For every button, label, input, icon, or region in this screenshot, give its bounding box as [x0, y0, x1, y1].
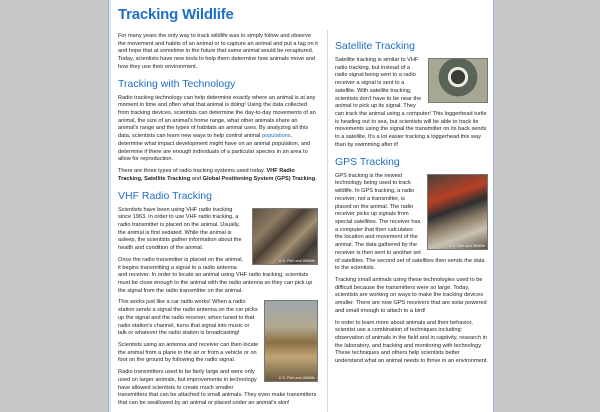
- page-title: Tracking Wildlife: [118, 6, 234, 23]
- tech-heading: Tracking with Technology: [118, 77, 236, 90]
- column-divider: [327, 30, 328, 412]
- intro-paragraph: For many years the only way to track wildlife was to simply follow and observe the movement and habits of an animal or to capture an animal and put a tag on it and hope that at sometime in the future that same animal would be recaptured. Today, scientists have new tools to help them determine how animals move and how they use their environment.: [118, 33, 318, 70]
- vhf-photo-antenna: [264, 300, 318, 382]
- vhf-paragraph-5: Radio transmitters used to be fairly large and were only used on larger animals, but improvements in technology have allowed scientists to create much smaller transmitters that can be attached to small animals. They even make transmitters that can be swallowed by an animal or placed under an animal's skin!: [118, 369, 317, 407]
- gps-equipment-photo: [427, 174, 488, 250]
- tech-paragraph-2: [118, 168, 318, 183]
- tech-types-gps: Global Positioning System (GPS) Tracking: [202, 175, 316, 182]
- vhf-photo2-credit: U.S. Fish and Wildlife: [278, 376, 315, 381]
- gps-paragraph-3: In order to learn more about animals and their behavior, scientist use a combination of techniques including: observation of animals in the field and in captivity, research in the laboratory, and tracking and monitoring with technology. These techniques and others help scientists better understand what an animal needs to thrive in an environment.: [335, 319, 488, 365]
- tech-text-before: Radio tracking technology can help determine exactly where an animal is at any moment in time and often what that animal is doing! Using the data collected from tracking devices, scientists can determine the day-to-day movements of an animal, the size of an animal's home range, what other animals share an animal's range and the types of habitats an animal uses. By analyzing all this data, scientists can learn new ways to help control animal: [118, 94, 316, 140]
- vhf-paragraph-2: Once the radio transmitter is placed on the animal, it begins transmitting a signal to a radio antenna and receiver. In order to locate an animal using VHF radio tracking, scientists must be close enough to the animal with the radio antenna so they can pick up the signal from the radio transmitter on the animal.: [118, 256, 313, 294]
- vhf-photo-credit: U.S. Fish and Wildlife: [278, 258, 315, 263]
- right-column: [335, 34, 488, 370]
- vhf-paragraph-1: Scientists have been using VHF radio tracking since 1963. In order to use VHF radio tracking, a radio transmitter is placed on the animal. Usually, the animal is first sedated. While the animal is asleep, the scientists gather information about the health and condition of the animal.: [118, 206, 242, 252]
- gps-paragraph-2: Tracking small animals using these technologies used to be difficult because the transmitters were so large. Today, scientists are working on ways to make the tracking devices smaller. There are now GPS receivers that are solar powered and small enough to attach to a bird!: [335, 276, 487, 314]
- loggerhead-turtle-photo: [428, 58, 488, 103]
- gps-heading: GPS Tracking: [335, 155, 400, 168]
- tech-types-end: .: [315, 175, 317, 182]
- vhf-photo-scientists: [252, 208, 318, 265]
- tech-types-intro: There are three types of radio tracking systems used today.: [118, 168, 267, 175]
- left-column: [118, 6, 318, 412]
- tech-text-after: , determine what impact development might have on an animal population, and determine if there are enough individuals of a particular species in an area to allow for reproduction.: [118, 133, 311, 163]
- vhf-heading: VHF Radio Tracking: [118, 189, 212, 202]
- content-page: [108, 0, 494, 412]
- satellite-heading: Satellite Tracking: [335, 40, 415, 52]
- satellite-paragraph: Satellite tracking is similar to VHF radio tracking, but instead of a radio signal being sent to a radio receiver a signal is sent to a satellite. With satellite tracking, scientists don't have to be near the animal to pick up its signal. They can track the animal using a computer! This loggerhead turtle is heading out to sea, but scientists will be able to track its movements using the signal the transmitter on its back sends to a satellite. It's a lot easier tracking a loggerhead this way than by swimming after it!: [335, 57, 487, 148]
- populations-link[interactable]: populations: [261, 133, 291, 140]
- gps-photo-credit: U.S. Fish and Wildlife: [448, 243, 485, 248]
- tech-paragraph-1: [118, 95, 318, 164]
- gps-paragraph-1: GPS tracking is the newest technology being used to track wildlife. In GPS tracking, a radio receiver, not a transmitter, is placed on the animal. The radio receiver picks up signals from special satellites. The receiver has a computer that then calculates the location and movement of the animal. The data gathered by the receiver is then sent to another set of satellites. The second set of satellites then sends the data to the scientists.: [335, 172, 485, 272]
- vhf-paragraph-3: This works just like a car radio works! When a radio station sends a signal the radio antenna on the car picks up the signal and the radio receiver, when tuned to that radio station's channel, turns that signal into music or talk or whatever the radio station is broadcasting!: [118, 299, 258, 337]
- tech-types-strong: VHF Radio Tracking, Satellite Tracking: [118, 168, 295, 182]
- tech-types-and: and: [190, 175, 203, 182]
- vhf-paragraph-4: Scientists using an antenna and receiver can then locate the animal from a plane in the air or from a vehicle or on foot on the ground by following the radio signal.: [118, 342, 259, 364]
